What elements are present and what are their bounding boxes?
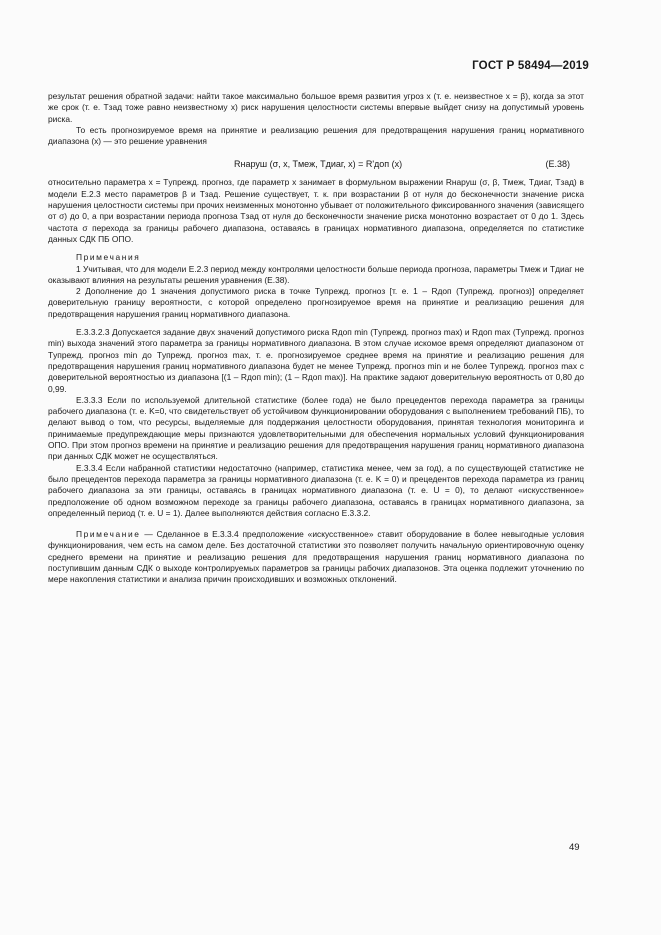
final-note-label: Примечание [76,529,141,540]
paragraph: относительно параметра x = Tупрежд. прогноз, где параметр x занимает в формульном выражении Rнаруш (σ, β, Tмеж, Tдиаг, Tзад) в модели Е.2.3 место параметров β и Tзад. Решение существует, т. к. при возрастании β от нуля до бесконечности значение риска нарушения целостности системы при прочих неизменных монотонно убывает от положительного фиксированного значения (зависящего от σ) до 0, а при возрастании периода прогноза Tзад от нуля до бесконечности значение риска монотонно возрастает от 0 до 1. Здесь частота σ перехода за границы рабочего диапазона, оставаясь в границах нормативного диапазона, определяется по статистике данных СДК ПБ ОПО. [48,177,584,244]
note-item: 2 Дополнение до 1 значения допустимого риска в точке Tупрежд. прогноз [т. е. 1 – Rдоп (Tупрежд. прогноз)] определяет доверительную границу вероятности, с которой определено прогнозируемое время на принятие и реализацию решения для предотвращения нарушения границ нормативного диапазона. [48,286,584,319]
note-item: 1 Учитывая, что для модели Е.2.3 период между контролями целостности больше периода прогноза, параметры Tмеж и Tдиаг не оказывают влияния на результаты решения уравнения (Е.38). [48,263,584,285]
final-note [48,529,584,585]
standard-header: ГОСТ Р 58494—2019 [472,60,589,72]
section-paragraph: Е.3.3.3 Если по используемой длительной статистике (более года) не было прецедентов перехода параметра за границы рабочего диапазона (т. е. K=0, что свидетельствует об устойчивом функционировании оборудования с выполнением требований ПБ), то делают вывод о том, что ресурсы, выделяемые для поддержания целостности оборудования, принятая технология мониторинга и принимаемые предупреждающие меры признаются удовлетворительными для обеспечения нормальных условий функционирования ОПО. При этом прогноз времени на принятие и реализацию решения для предотвращения нарушения границ нормативного диапазона при данных СДК может не осуществляться. [48,394,584,462]
notes-label: Примечания [76,252,141,263]
document-body [48,91,584,586]
paragraph: То есть прогнозируемое время на принятие и реализацию решения для предотвращения нарушения границ нормативного диапазона (x) — это решение уравнения [48,124,584,147]
section-paragraph: Е.3.3.4 Если набранной статистики недостаточно (например, статистика менее, чем за год), а по существующей статистике не было прецедентов перехода параметра за границы нормативного диапазона (т. е. K = 0) и прецедентов перехода параметра из границ рабочего диапазона за эти границы, оставаясь в границах нормативного диапазона (т. е. U = 0), то делают «искусственное» предположение об одном возможном переходе за границы рабочего диапазона, оставаясь в границах нормативного диапазона, за определенный период (т. е. U = 1). Далее выполняются действия согласно Е.3.3.2. [48,462,584,518]
equation-body: Rнаруш (σ, x, Tмеж, Tдиаг, x) = R'доп (x) [234,159,403,170]
page-number: 49 [569,842,580,853]
equation-number: (Е.38) [545,159,570,170]
equation [48,153,584,177]
final-note-text: — Сделанное в Е.3.3.4 предположение «искусственное» ставит оборудование в более невыгодные условия функционирования, чем есть на самом деле. Без достаточной статистики это позволяет получить начальную ориентировочную оценку среднего времени на принятие и реализацию решения для предотвращения нарушения границ нормативного диапазона по поступившим данным СДК о выходе контролируемых параметров за границы рабочих диапазонов. Эта оценка подлежит уточнению по мере накопления статистики и анализа причин происходивших и возможных отклонений. [48,529,585,585]
section-paragraph: Е.3.3.2.3 Допускается задание двух значений допустимого риска Rдоп min (Tупрежд. прогноз max) и Rдоп max (Tупрежд. прогноз min) выхода значений этого параметра за границы нормативного диапазона. В этом случае искомое время определяют диапазоном от Tупрежд. прогноз min до Tупрежд. прогноз max, т. е. прогнозируемое среднее время на принятие и реализацию решения для предотвращения нарушения границ нормативного диапазона будет не менее Tупрежд. прогноз min и не более Tупрежд. прогноз max с доверительной вероятностью из диапазона [(1 – Rдоп min); (1 – Rдоп max)]. На практике задают доверительную вероятность от 0,80 до 0,99. [48,327,584,394]
paragraph: результат решения обратной задачи: найти такое максимально большое время развития угроз x (т. е. неизвестное x = β), когда за этот же срок (т. е. Tзад тоже равно неизвестному x) риск нарушения целостности системы впервые выйдет снизу на допустимый уровень риска. [48,91,584,124]
